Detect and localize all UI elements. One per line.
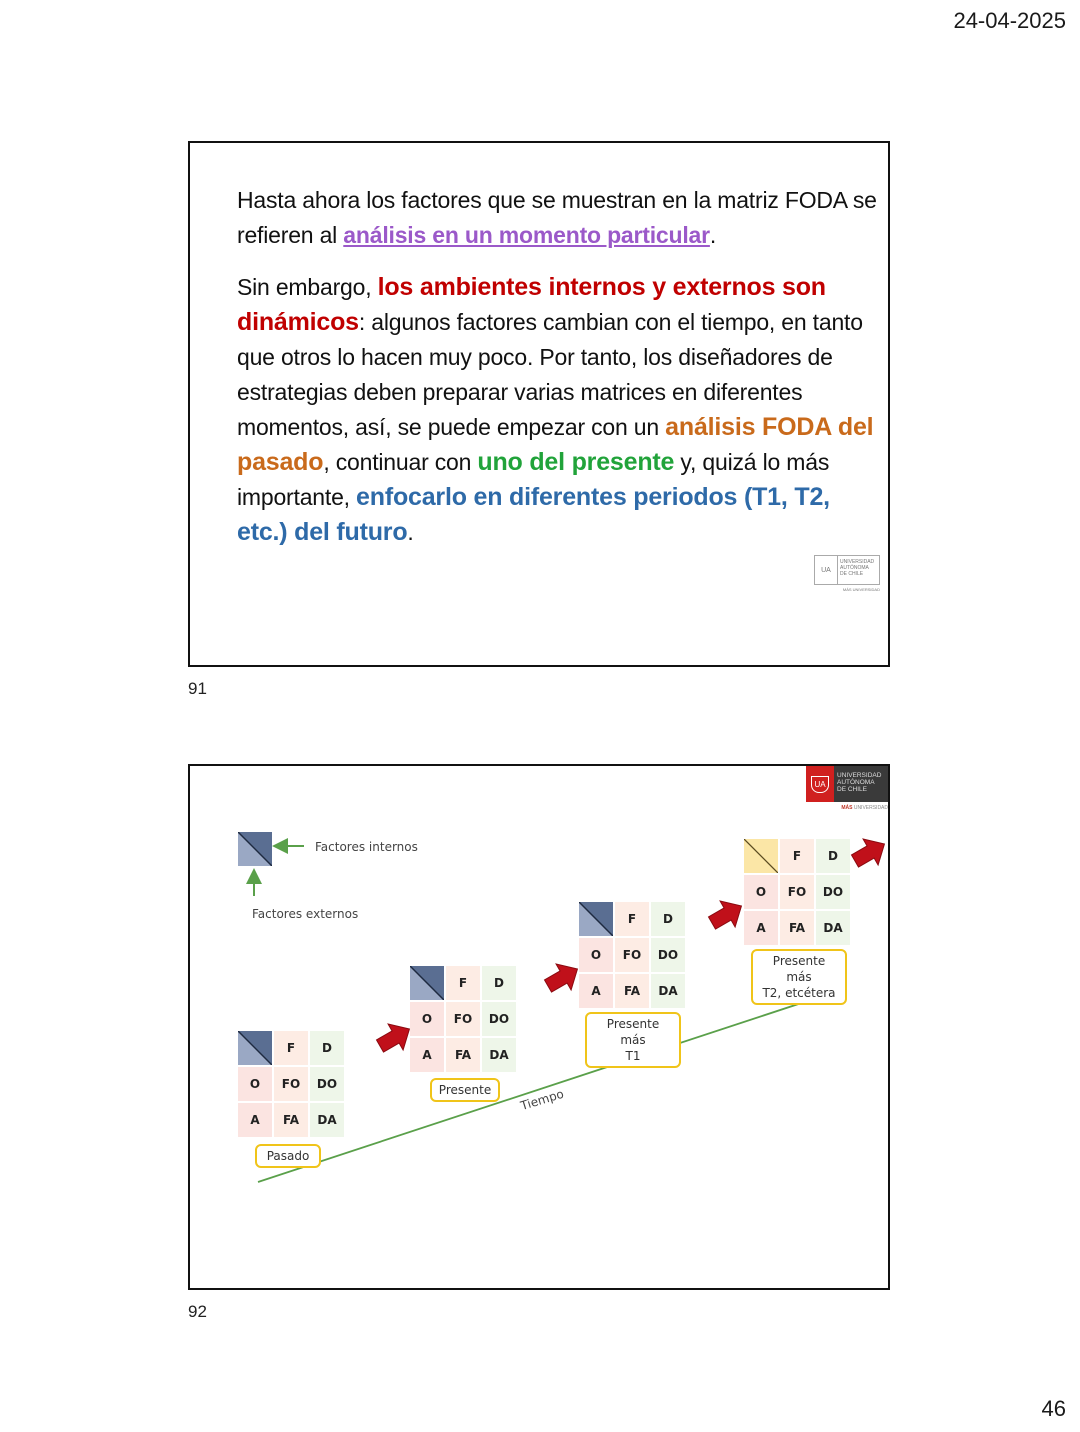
matrix-cell-do: DO — [651, 938, 685, 972]
matrix-cell-fo: FO — [446, 1002, 480, 1036]
stage-label-t1 — [585, 1012, 681, 1068]
text: . — [709, 222, 717, 248]
stage-label-line: Presente más — [606, 1017, 660, 1047]
foda-matrix-t2 — [744, 839, 850, 945]
logo-line: UNIVERSIDAD — [837, 772, 882, 779]
matrix-header-d: D — [310, 1031, 344, 1065]
matrix-cell-fo: FO — [615, 938, 649, 972]
text: y, quizá lo más importante, — [237, 449, 830, 510]
logo-line: DE CHILE — [840, 571, 864, 577]
matrix-cell-da: DA — [482, 1038, 516, 1072]
highlight-futuro: enfocarlo en diferentes periodos (T1, T2, etc.) del futuro — [237, 483, 830, 546]
matrix-cell-fa: FA — [780, 911, 814, 945]
matrix-cell-do: DO — [816, 875, 850, 909]
logo-line: DE CHILE — [837, 786, 867, 793]
legend-internal-label: Factores internos — [315, 840, 418, 854]
highlight-momento-particular: análisis en un momento particular — [343, 222, 710, 248]
page-number: 46 — [1041, 1396, 1066, 1421]
matrix-corner-icon — [238, 1031, 272, 1065]
matrix-cell-da: DA — [816, 911, 850, 945]
stage-label-presente — [430, 1078, 500, 1102]
timeline-label: Tiempo — [518, 1086, 566, 1113]
foda-matrix-presente — [410, 966, 516, 1072]
slide-91 — [188, 141, 890, 667]
logo-line: AUTÓNOMA — [837, 779, 875, 786]
text: Sin embargo, — [237, 274, 378, 300]
paragraph-1 — [237, 183, 877, 253]
university-logo — [814, 555, 880, 599]
matrix-header-f: F — [446, 966, 480, 1000]
matrix-header-a: A — [238, 1103, 272, 1137]
matrix-header-a: A — [579, 974, 613, 1008]
stage-label-line: T1 — [625, 1049, 641, 1063]
matrix-cell-do: DO — [482, 1002, 516, 1036]
text: , continuar con — [323, 449, 478, 475]
matrix-cell-do: DO — [310, 1067, 344, 1101]
matrix-cell-fa: FA — [274, 1103, 308, 1137]
matrix-header-f: F — [780, 839, 814, 873]
matrix-header-a: A — [744, 911, 778, 945]
matrix-header-o: O — [410, 1002, 444, 1036]
matrix-corner-icon — [579, 902, 613, 936]
matrix-header-d: D — [816, 839, 850, 873]
highlight-dinamicos: los ambientes internos y externos son dinámicos — [237, 273, 826, 336]
tagline-text: UNIVERSIDAD — [852, 805, 888, 811]
matrix-header-o: O — [238, 1067, 272, 1101]
highlight-presente: uno del presente — [477, 448, 675, 476]
stage-label-line: Pasado — [266, 1149, 310, 1163]
matrix-header-o: O — [579, 938, 613, 972]
stage-label-line: T2, etcétera — [762, 986, 836, 1000]
stage-label-line: Presente — [438, 1083, 492, 1097]
slide-number: 91 — [188, 679, 207, 698]
legend-external-label: Factores externos — [252, 907, 359, 921]
matrix-cell-fa: FA — [446, 1038, 480, 1072]
text: . — [407, 519, 414, 545]
matrix-corner-icon — [410, 966, 444, 1000]
matrix-cell-da: DA — [310, 1103, 344, 1137]
matrix-header-f: F — [615, 902, 649, 936]
matrix-header-a: A — [410, 1038, 444, 1072]
matrix-cell-fa: FA — [615, 974, 649, 1008]
shield-icon: UA — [815, 556, 838, 584]
stage-label-pasado — [255, 1144, 321, 1168]
slide-91-text — [237, 183, 877, 567]
logo-tagline: MÁS UNIVERSIDAD — [842, 587, 880, 592]
matrix-corner-icon — [744, 839, 778, 873]
slide-number: 92 — [188, 1302, 207, 1321]
matrix-cell-fo: FO — [780, 875, 814, 909]
text: Hasta ahora los factores que se muestran en la matriz FODA se refieren al — [237, 187, 877, 248]
slide-92 — [188, 764, 890, 1290]
tagline-bold: MÁS — [841, 805, 853, 811]
text: : algunos factores cambian con el tiempo, en tanto que otros lo hacen muy poco. Por tanto, los diseñadores de estrategias deben preparar varias matrices en diferentes momentos, así, se puede empezar con un — [237, 309, 863, 440]
matrix-header-d: D — [482, 966, 516, 1000]
logo-line: AUTÓNOMA — [840, 565, 869, 571]
stage-label-line: Presente más — [772, 954, 826, 984]
timeline-arrow-icon — [258, 989, 844, 1182]
matrix-cell-fo: FO — [274, 1067, 308, 1101]
matrix-header-f: F — [274, 1031, 308, 1065]
logo-name — [838, 556, 879, 584]
matrix-header-o: O — [744, 875, 778, 909]
foda-matrix-t1 — [579, 902, 685, 1008]
legend-corner-icon — [238, 832, 272, 866]
date-header: 24-04-2025 — [953, 8, 1066, 33]
logo-line: UNIVERSIDAD — [840, 559, 875, 565]
paragraph-2 — [237, 270, 877, 550]
logo-initials: UA — [811, 776, 828, 793]
matrix-header-d: D — [651, 902, 685, 936]
matrix-cell-da: DA — [651, 974, 685, 1008]
foda-matrix-pasado — [238, 1031, 344, 1137]
highlight-pasado: análisis FODA del pasado — [237, 413, 874, 476]
stage-label-t2 — [751, 949, 847, 1005]
